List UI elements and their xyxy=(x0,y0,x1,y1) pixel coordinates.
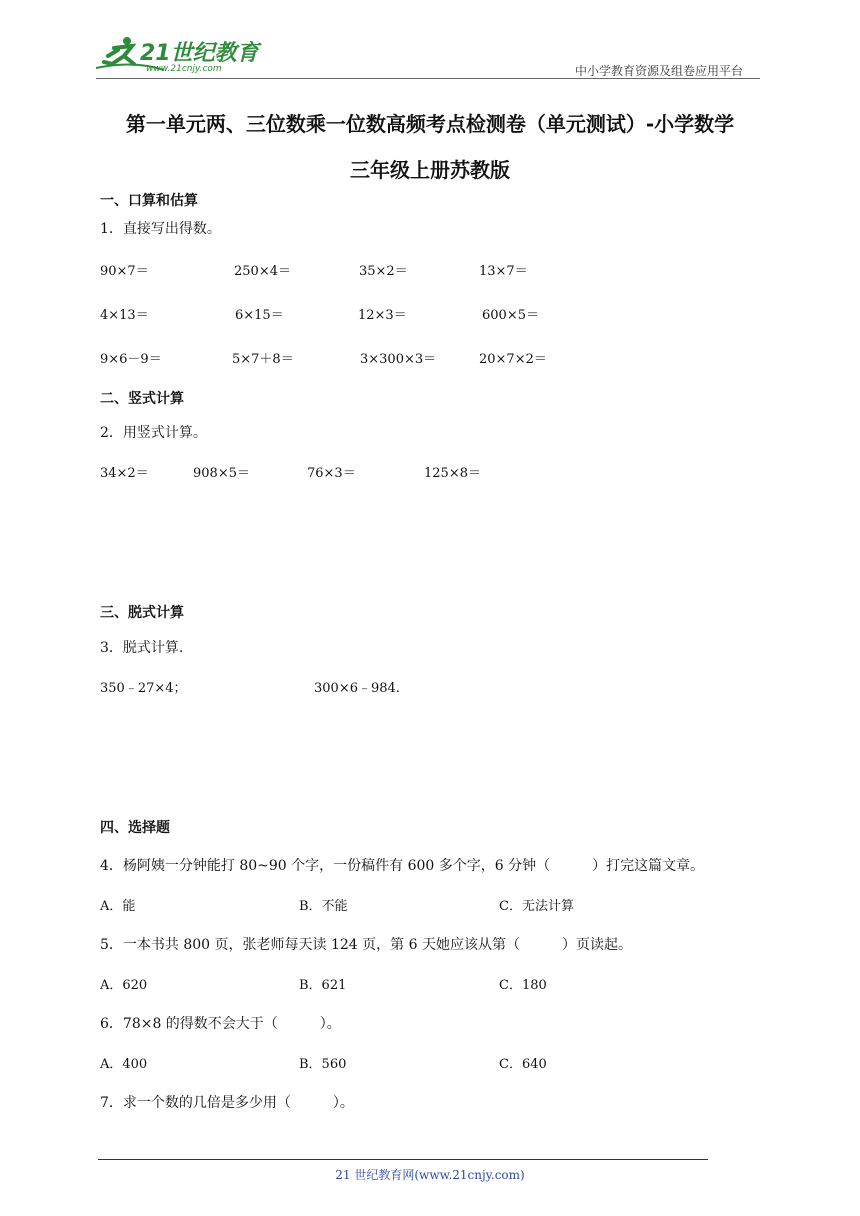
option-b: B．不能 xyxy=(299,899,348,914)
question-5: 5．一本书共 800 页，张老师每天读 124 页，第 6 天她应该从第（ ）页读起。 xyxy=(100,937,632,953)
footer-link[interactable]: 21 世纪教育网(www.21cnjy.com) xyxy=(335,1168,525,1182)
oral-item: 90×7＝ xyxy=(100,264,149,279)
oral-item: 35×2＝ xyxy=(359,264,408,279)
header-platform-text: 中小学教育资源及组卷应用平台 xyxy=(575,64,744,78)
page-title-line1: 第一单元两、三位数乘一位数高频考点检测卷（单元测试）-小学数学 xyxy=(125,112,735,136)
option-c: C．180 xyxy=(499,978,547,993)
vertical-calc-item: 34×2＝ xyxy=(100,466,149,481)
header-divider xyxy=(96,78,760,79)
oral-item: 6×15＝ xyxy=(235,308,284,323)
section-heading-1: 一、口算和估算 xyxy=(100,193,198,209)
oral-item: 3×300×3＝ xyxy=(360,352,437,367)
question-3: 3．脱式计算. xyxy=(100,640,184,656)
section-heading-4: 四、选择题 xyxy=(100,820,170,836)
question-6: 6．78×8 的得数不会大于（ ）。 xyxy=(100,1016,341,1032)
option-a: A．400 xyxy=(100,1057,148,1072)
footer-divider xyxy=(98,1159,708,1160)
vertical-calc-item: 908×5＝ xyxy=(193,466,250,481)
oral-item: 20×7×2＝ xyxy=(479,352,547,367)
vertical-calc-item: 125×8＝ xyxy=(424,466,481,481)
oral-item: 5×7＋8＝ xyxy=(232,352,294,367)
oral-item: 4×13＝ xyxy=(100,308,149,323)
oral-item: 12×3＝ xyxy=(358,308,407,323)
question-1: 1．直接写出得数。 xyxy=(100,221,221,237)
site-logo xyxy=(94,34,264,78)
page-title-line2: 三年级上册苏教版 xyxy=(350,158,510,182)
oral-item: 250×4＝ xyxy=(234,264,291,279)
question-7: 7．求一个数的几倍是多少用（ ）。 xyxy=(100,1095,354,1111)
stepwise-calc-item: 350﹣27×4； xyxy=(100,681,187,696)
section-heading-2: 二、竖式计算 xyxy=(100,391,184,407)
question-2: 2．用竖式计算。 xyxy=(100,425,207,441)
option-a: A．620 xyxy=(100,978,148,993)
oral-item: 600×5＝ xyxy=(482,308,539,323)
oral-item: 9×6－9＝ xyxy=(100,352,162,367)
option-b: B．560 xyxy=(299,1057,347,1072)
oral-item: 13×7＝ xyxy=(479,264,528,279)
option-b: B．621 xyxy=(299,978,347,993)
option-a: A．能 xyxy=(100,899,136,914)
stepwise-calc-item: 300×6﹣984. xyxy=(314,681,400,696)
option-c: C．640 xyxy=(499,1057,547,1072)
question-4: 4．杨阿姨一分钟能打 80~90 个字，一份稿件有 600 多个字，6 分钟（ ）打完这篇文章。 xyxy=(100,858,705,874)
section-heading-3: 三、脱式计算 xyxy=(100,605,184,621)
vertical-calc-item: 76×3＝ xyxy=(307,466,356,481)
option-c: C．无法计算 xyxy=(499,899,574,914)
logo-text: 21世纪教育 xyxy=(140,41,259,66)
logo-url: www.21cnjy.com xyxy=(146,64,222,74)
